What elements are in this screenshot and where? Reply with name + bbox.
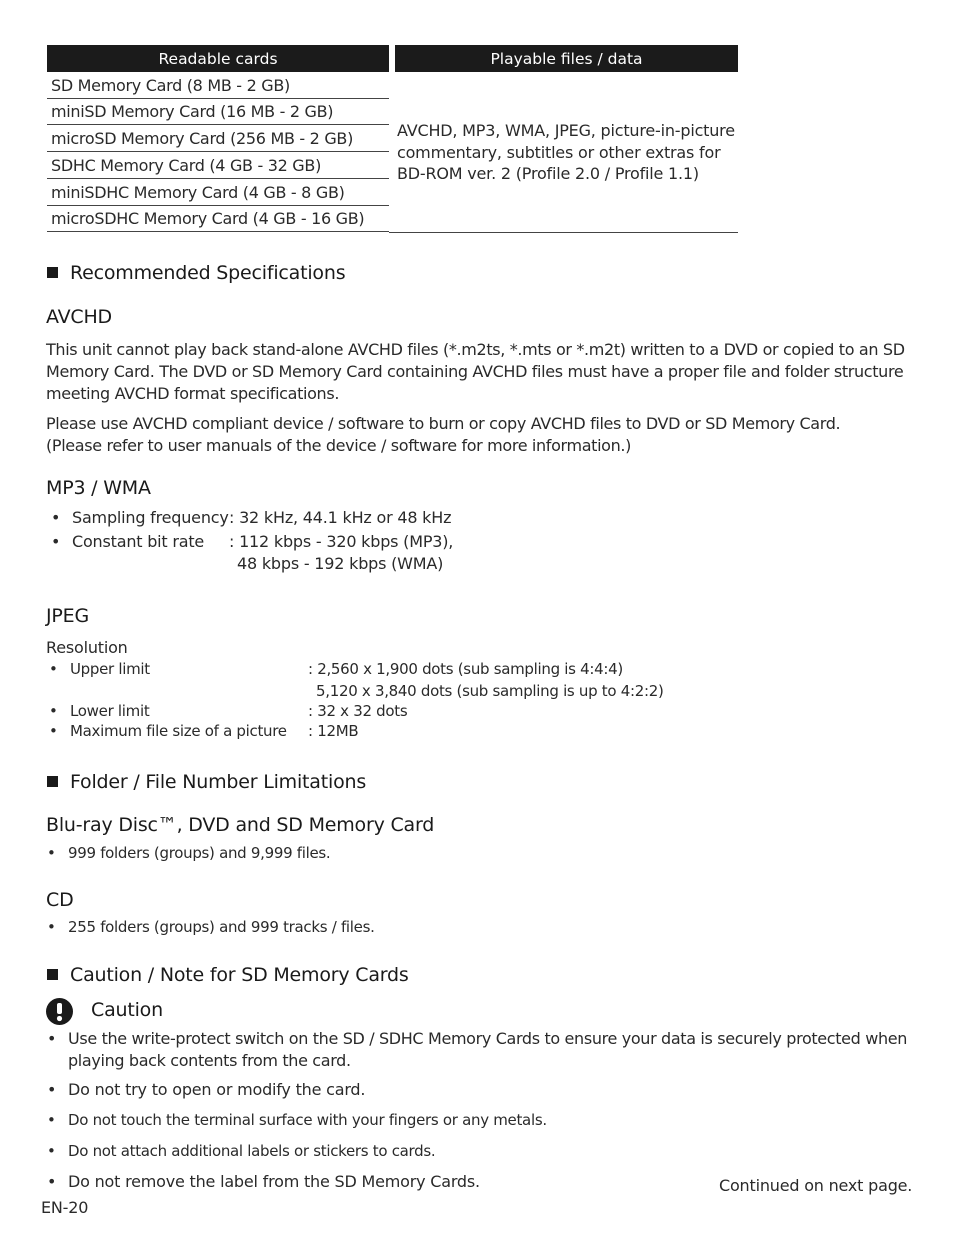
heading-mp3-wma: MP3 / WMA [46,477,151,499]
jpeg-upper-value-2: 5,120 x 3,840 dots (sub sampling is up to 4:2:2) [316,682,664,700]
jpeg-upper-label: • Upper limit [70,660,150,678]
heading-bluray-dvd-sd: Blu-ray Disc™, DVD and SD Memory Card [46,814,435,836]
continued-note: Continued on next page. [719,1176,913,1195]
heading-jpeg: JPEG [46,605,89,627]
square-bullet-icon [47,267,58,278]
table-header-readable-cards: Readable cards [47,45,389,72]
paragraph-line: meeting AVCHD format specifications. [46,384,340,403]
heading-cd: CD [46,889,74,911]
caution-item: • Do not try to open or modify the card. [68,1080,365,1099]
section-title: Caution / Note for SD Memory Cards [70,964,409,986]
paragraph-line: Please use AVCHD compliant device / software to burn or copy AVCHD files to DVD or SD Memory Card. [46,414,841,433]
table-row: SD Memory Card (8 MB - 2 GB) [47,73,389,99]
mp3-sampling-value: : 32 kHz, 44.1 kHz or 48 kHz [229,508,452,527]
table-header-playable-files: Playable files / data [395,45,738,72]
bluray-limit-item: • 999 folders (groups) and 9,999 files. [68,844,330,862]
section-recommended-specifications [47,262,345,284]
avchd-paragraph-2 [46,413,926,457]
exclamation-icon [46,998,73,1025]
mp3-bitrate-label: • Constant bit rate [72,532,204,551]
table-row: microSD Memory Card (256 MB - 2 GB) [47,126,389,152]
table-row: microSDHC Memory Card (4 GB - 16 GB) [47,206,389,232]
square-bullet-icon [47,969,58,980]
page-number: EN-20 [41,1198,89,1217]
table-bottom-rule [389,232,738,233]
section-title: Folder / File Number Limitations [70,771,367,793]
square-bullet-icon [47,776,58,787]
mp3-sampling-label: • Sampling frequency [72,508,229,527]
caution-item: • Do not attach additional labels or stickers to cards. [68,1142,435,1160]
paragraph-line: Memory Card. The DVD or SD Memory Card containing AVCHD files must have a proper file and folder structure [46,362,904,381]
jpeg-resolution-label: Resolution [46,638,128,657]
table-row: SDHC Memory Card (4 GB - 32 GB) [47,153,389,179]
table-row: miniSDHC Memory Card (4 GB - 8 GB) [47,180,389,206]
caution-item [68,1028,907,1072]
playable-files-cell [397,120,735,185]
heading-caution: Caution [91,999,163,1021]
cd-limit-item: • 255 folders (groups) and 999 tracks / files. [68,918,375,936]
section-folder-limitations [47,771,366,793]
caution-item: • Do not remove the label from the SD Memory Cards. [68,1172,480,1191]
heading-avchd: AVCHD [46,306,112,328]
paragraph-line: (Please refer to user manuals of the device / software for more information.) [46,436,632,455]
jpeg-lower-value: : 32 x 32 dots [308,702,408,720]
caution-line: • Use the write-protect switch on the SD / SDHC Memory Cards to ensure your data is securely protected when [68,1029,908,1048]
jpeg-upper-value: : 2,560 x 1,900 dots (sub sampling is 4:4:4) [308,660,623,678]
jpeg-maxsize-label: • Maximum file size of a picture [70,722,287,740]
caution-line: playing back contents from the card. [68,1051,351,1070]
jpeg-lower-label: • Lower limit [70,702,149,720]
avchd-paragraph-1 [46,339,926,405]
section-title: Recommended Specifications [70,262,346,284]
playable-line: BD-ROM ver. 2 (Profile 2.0 / Profile 1.1) [397,164,699,183]
jpeg-maxsize-value: : 12MB [308,722,359,740]
mp3-bitrate-value-2: 48 kbps - 192 kbps (WMA) [237,554,444,573]
playable-line: AVCHD, MP3, WMA, JPEG, picture-in-picture [397,121,735,140]
playable-line: commentary, subtitles or other extras for [397,142,721,162]
paragraph-line: This unit cannot play back stand-alone AVCHD files (*.m2ts, *.mts or *.m2t) written to a DVD or copied to an SD [46,340,905,359]
table-row: miniSD Memory Card (16 MB - 2 GB) [47,99,389,125]
mp3-bitrate-value: : 112 kbps - 320 kbps (MP3), [229,532,454,551]
section-caution-note [47,964,409,986]
caution-item: • Do not touch the terminal surface with your fingers or any metals. [68,1111,547,1129]
